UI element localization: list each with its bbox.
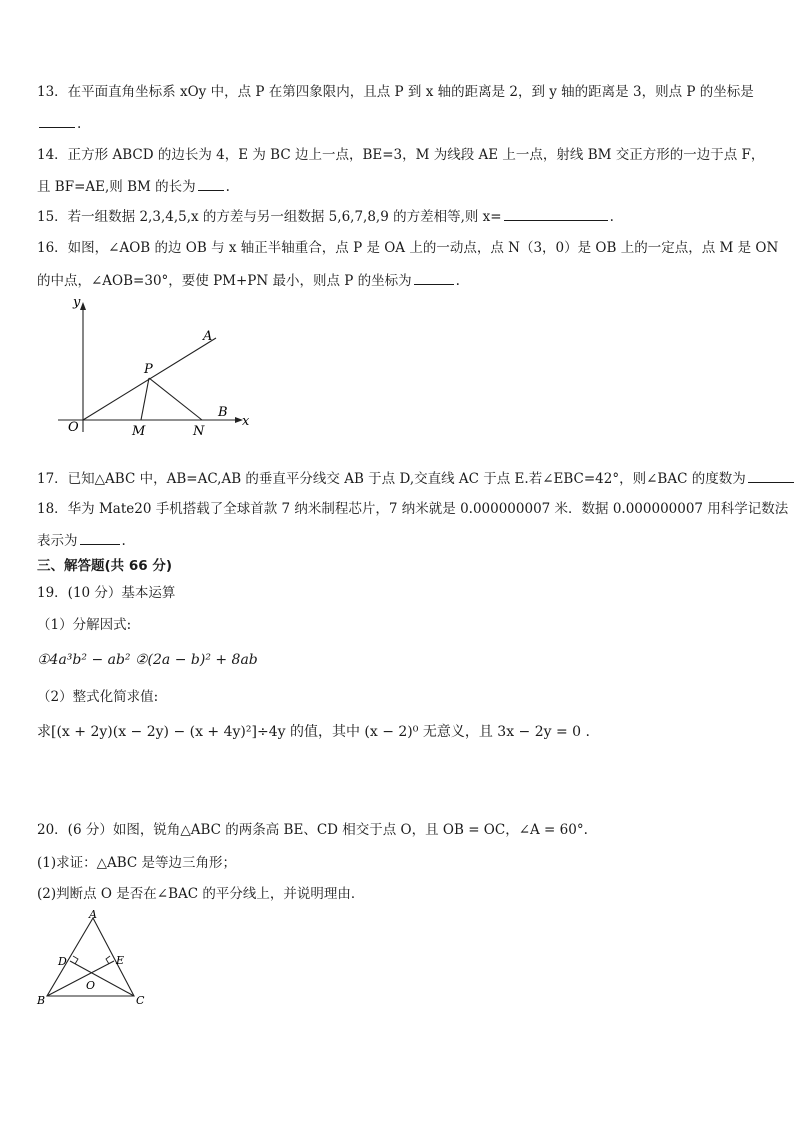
answer-blank[interactable] [198, 176, 224, 191]
answer-blank[interactable] [414, 270, 454, 285]
label-d: D [58, 955, 67, 968]
label-b: B [218, 405, 228, 420]
q19-part2: （2）整式化简求值: [37, 689, 159, 705]
q20-title: 20．(6 分）如图，锐角△ABC 的两条高 BE、CD 相交于点 O，且 OB = OC，∠A = 60°. [37, 822, 588, 838]
label-a: A [203, 329, 213, 344]
label-e: E [116, 954, 125, 967]
q15-line: 15．若一组数据 2,3,4,5,x 的方差与另一组数据 5,6,7,8,9 的方差相等,则 x= . [37, 206, 614, 227]
label-b: B [37, 994, 46, 1007]
answer-blank[interactable] [748, 468, 794, 483]
label-y: y [73, 295, 81, 310]
q20-part2: (2)判断点 O 是否在∠BAC 的平分线上，并说明理由． [37, 886, 365, 902]
y-arrow [80, 302, 86, 310]
label-o: O [68, 420, 79, 435]
q19-expr1: ①4a³b² − ab² ②(2a − b)² + 8ab [37, 652, 258, 668]
q20-part1: (1)求证：△ABC 是等边三角形； [37, 855, 237, 871]
q16-figure [50, 292, 260, 442]
q13-line2: . [37, 113, 81, 134]
q13-line1: 13．在平面直角坐标系 xOy 中，点 P 在第四象限内，且点 P 到 x 轴的距离是 2，到 y 轴的距离是 3，则点 P 的坐标是 [37, 84, 754, 100]
label-p: P [144, 362, 153, 377]
label-x: x [242, 414, 250, 429]
q14-line1: 14．正方形 ABCD 的边长为 4，E 为 BC 边上一点，BE=3，M 为线段 AE 上一点，射线 BM 交正方形的一边于点 F， [37, 147, 765, 163]
q16-line1: 16．如图，∠AOB 的边 OB 与 x 轴正半轴重合，点 P 是 OA 上的一动点，点 N（3，0）是 OB 上的一定点，点 M 是 ON [37, 240, 779, 256]
segment-pn [149, 378, 202, 420]
label-c: C [136, 994, 145, 1007]
q18-line1: 18．华为 Mate20 手机搭载了全球首款 7 纳米制程芯片，7 纳米就是 0.000000007 米．数据 0.000000007 用科学记数法 [37, 501, 789, 517]
q17-line: 17．已知△ABC 中，AB=AC,AB 的垂直平分线交 AB 于点 D,交直线 AC 于点 E.若∠EBC=42°，则∠BAC 的度数为 [37, 468, 794, 489]
segment-pm [141, 378, 149, 420]
label-a: A [89, 908, 97, 921]
q20-figure [34, 908, 154, 1008]
section-title: 三、解答题(共 66 分) [37, 558, 173, 574]
q19-expr2: 求[(x + 2y)(x − 2y) − (x + 4y)²]÷4y 的值，其中 (x − 2)⁰ 无意义，且 3x − 2y = 0 . [37, 724, 590, 740]
label-m: M [132, 424, 146, 439]
label-n: N [193, 424, 205, 439]
q18-line2: 表示为 . [37, 530, 126, 551]
q19-part1: （1）分解因式: [37, 617, 132, 633]
q14-line2: 且 BF=AE,则 BM 的长为 . [37, 176, 230, 197]
q19-title: 19．(10 分）基本运算 [37, 585, 176, 601]
label-o: O [86, 979, 96, 992]
answer-blank[interactable] [39, 113, 75, 128]
answer-blank[interactable] [504, 206, 608, 221]
q16-line2: 的中点，∠AOB=30°，要使 PM+PN 最小，则点 P 的坐标为 . [37, 270, 460, 291]
answer-blank[interactable] [80, 530, 120, 545]
